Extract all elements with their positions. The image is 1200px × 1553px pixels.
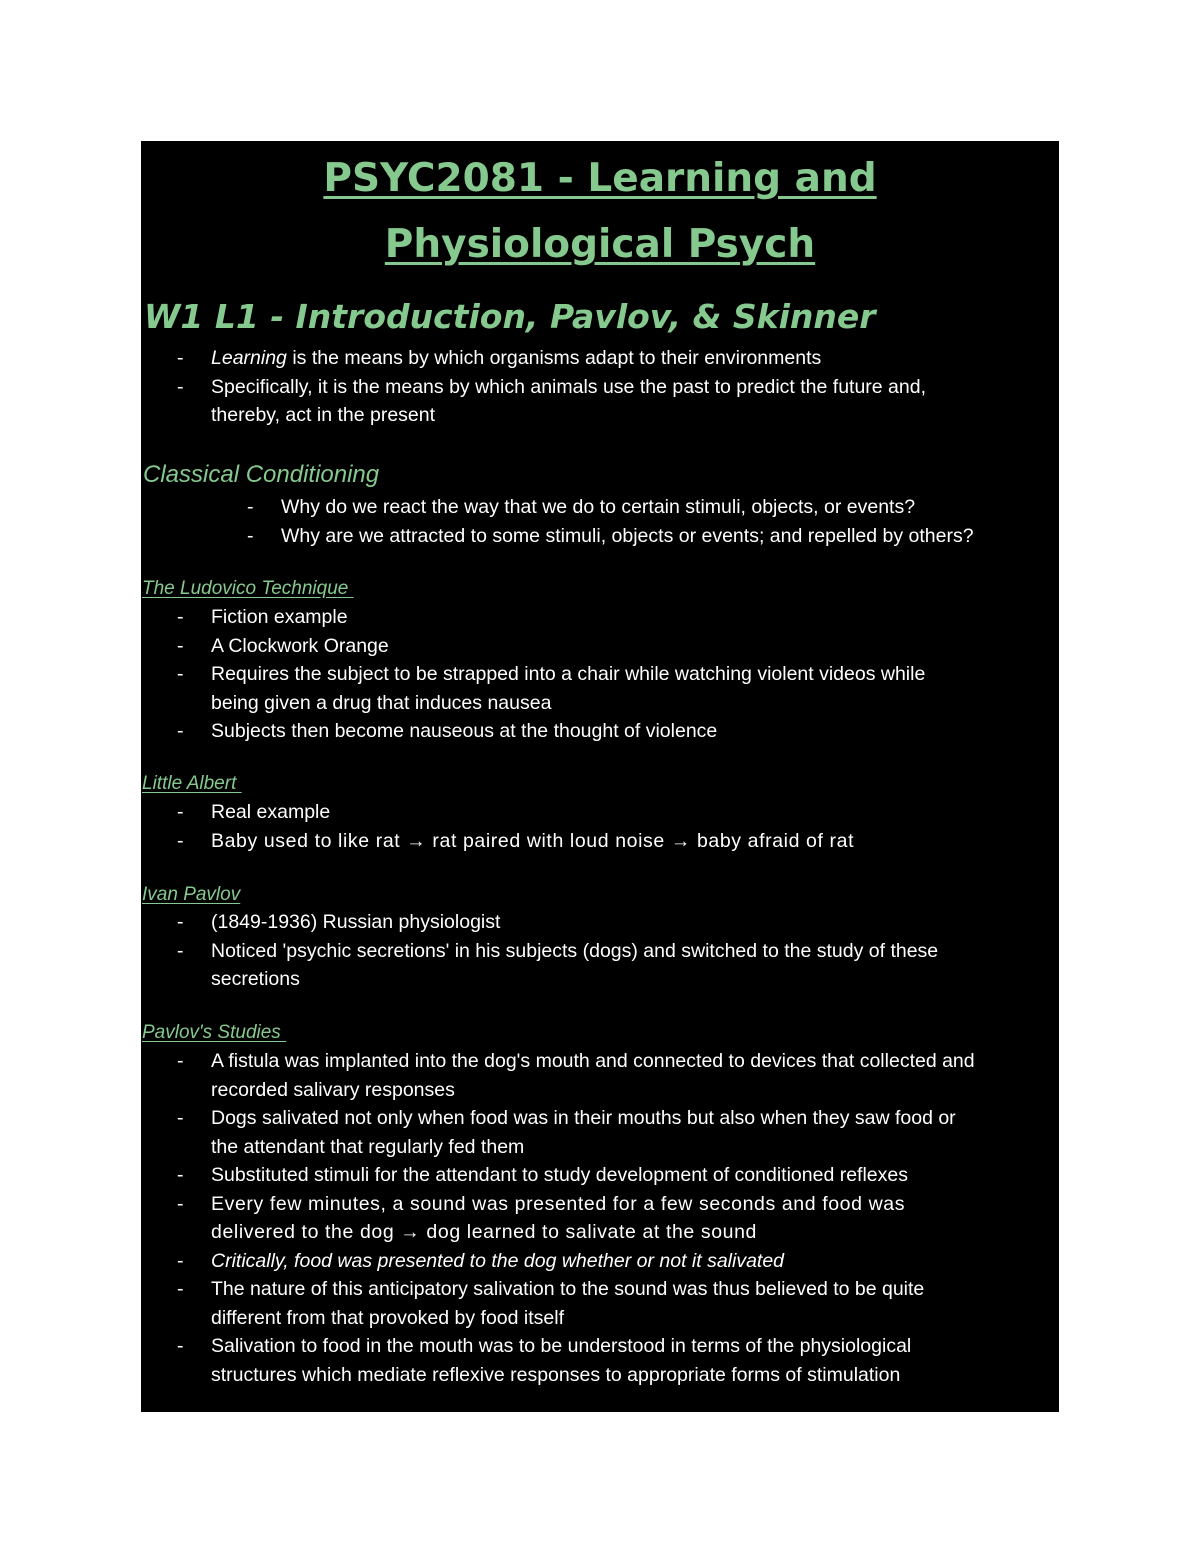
pavlov-list [177, 908, 1051, 994]
bullet-dash: - [177, 1050, 184, 1072]
list-item: - Substituted stimuli for the attendant to study development of conditioned reflexes [211, 1161, 1059, 1190]
title-line-2: Physiological Psych [384, 222, 816, 267]
ivan-pavlov-heading: Ivan Pavlov [142, 884, 241, 905]
bullet-dash: - [177, 634, 184, 657]
bullet-dash: - [177, 1164, 184, 1186]
title-line-1: PSYC2081 - Learning and [323, 156, 877, 201]
bullet-dash: - [177, 1278, 184, 1300]
bullet-dash: - [177, 911, 184, 933]
bullet-dash: - [177, 1335, 184, 1357]
bullet-dash: - [177, 939, 184, 962]
bullet-dash: - [177, 720, 184, 742]
list-item: - The nature of this anticipatory salivation to the sound was thus believed to be quite different from that provoked by food itself [211, 1275, 1059, 1332]
list-item: - (1849-1936) Russian physiologist [211, 908, 1051, 937]
bullet-dash: - [177, 801, 184, 823]
document-body [141, 141, 1059, 1412]
little-albert-heading: Little Albert [142, 773, 242, 794]
list-item: - Fiction example [211, 603, 1051, 632]
bullet-dash: - [177, 606, 184, 628]
bullet-dash: - [177, 829, 185, 852]
list-item: - Specifically, it is the means by which animals use the past to predict the future and, thereby, act in the present [211, 373, 1051, 430]
bullet-dash: - [177, 1107, 184, 1129]
ludovico-list [177, 603, 1051, 746]
list-item: - A fistula was implanted into the dog's mouth and connected to devices that collected and recorded salivary responses [211, 1047, 1059, 1104]
list-item: - Learning is the means by which organisms adapt to their environments [211, 344, 1051, 373]
list-item: - Why are we attracted to some stimuli, objects or events; and repelled by others? [281, 522, 1059, 551]
page-title [141, 146, 1059, 278]
bullet-dash: - [177, 1192, 185, 1215]
learning-term: Learning [211, 347, 287, 369]
list-item: - Real example [211, 798, 1051, 827]
list-item: - Noticed 'psychic secretions' in his subjects (dogs) and switched to the study of these secretions [211, 937, 1051, 994]
classical-conditioning-heading: Classical Conditioning [143, 461, 380, 488]
bullet-dash: - [177, 375, 184, 398]
list-item: - A Clockwork Orange [211, 632, 1051, 661]
list-item: - Every few minutes, a sound was presented for a few seconds and food was delivered to the dog → dog learned to salivate at the sound [211, 1190, 1059, 1247]
classical-list [247, 493, 1059, 550]
ludovico-heading: The Ludovico Technique [142, 578, 354, 599]
list-item: - Why do we react the way that we do to certain stimuli, objects, or events? [281, 493, 1059, 522]
bullet-dash: - [247, 524, 254, 547]
bullet-dash: - [177, 663, 184, 685]
list-item: - Critically, food was presented to the dog whether or not it salivated [211, 1247, 1059, 1276]
bullet-dash: - [177, 1249, 184, 1272]
list-item: - Salivation to food in the mouth was to be understood in terms of the physiological structures which mediate reflexive responses to appropriate forms of stimulation [211, 1332, 1059, 1389]
bullet-dash: - [177, 347, 184, 369]
bullet-dash: - [247, 496, 254, 518]
pavlov-studies-heading: Pavlov's Studies [142, 1022, 287, 1043]
intro-list [177, 344, 1051, 430]
list-item: - Dogs salivated not only when food was in their mouths but also when they saw food or the attendant that regularly fed them [211, 1104, 1059, 1161]
list-item: - Baby used to like rat → rat paired with loud noise → baby afraid of rat [211, 827, 1051, 856]
list-item: - Subjects then become nauseous at the thought of violence [211, 717, 1051, 746]
list-item: - Requires the subject to be strapped into a chair while watching violent videos while being given a drug that induces nausea [211, 660, 1051, 717]
lecture-heading: W1 L1 - Introduction, Pavlov, & Skinner [144, 297, 876, 336]
studies-list [177, 1047, 1059, 1389]
albert-list [177, 798, 1051, 855]
